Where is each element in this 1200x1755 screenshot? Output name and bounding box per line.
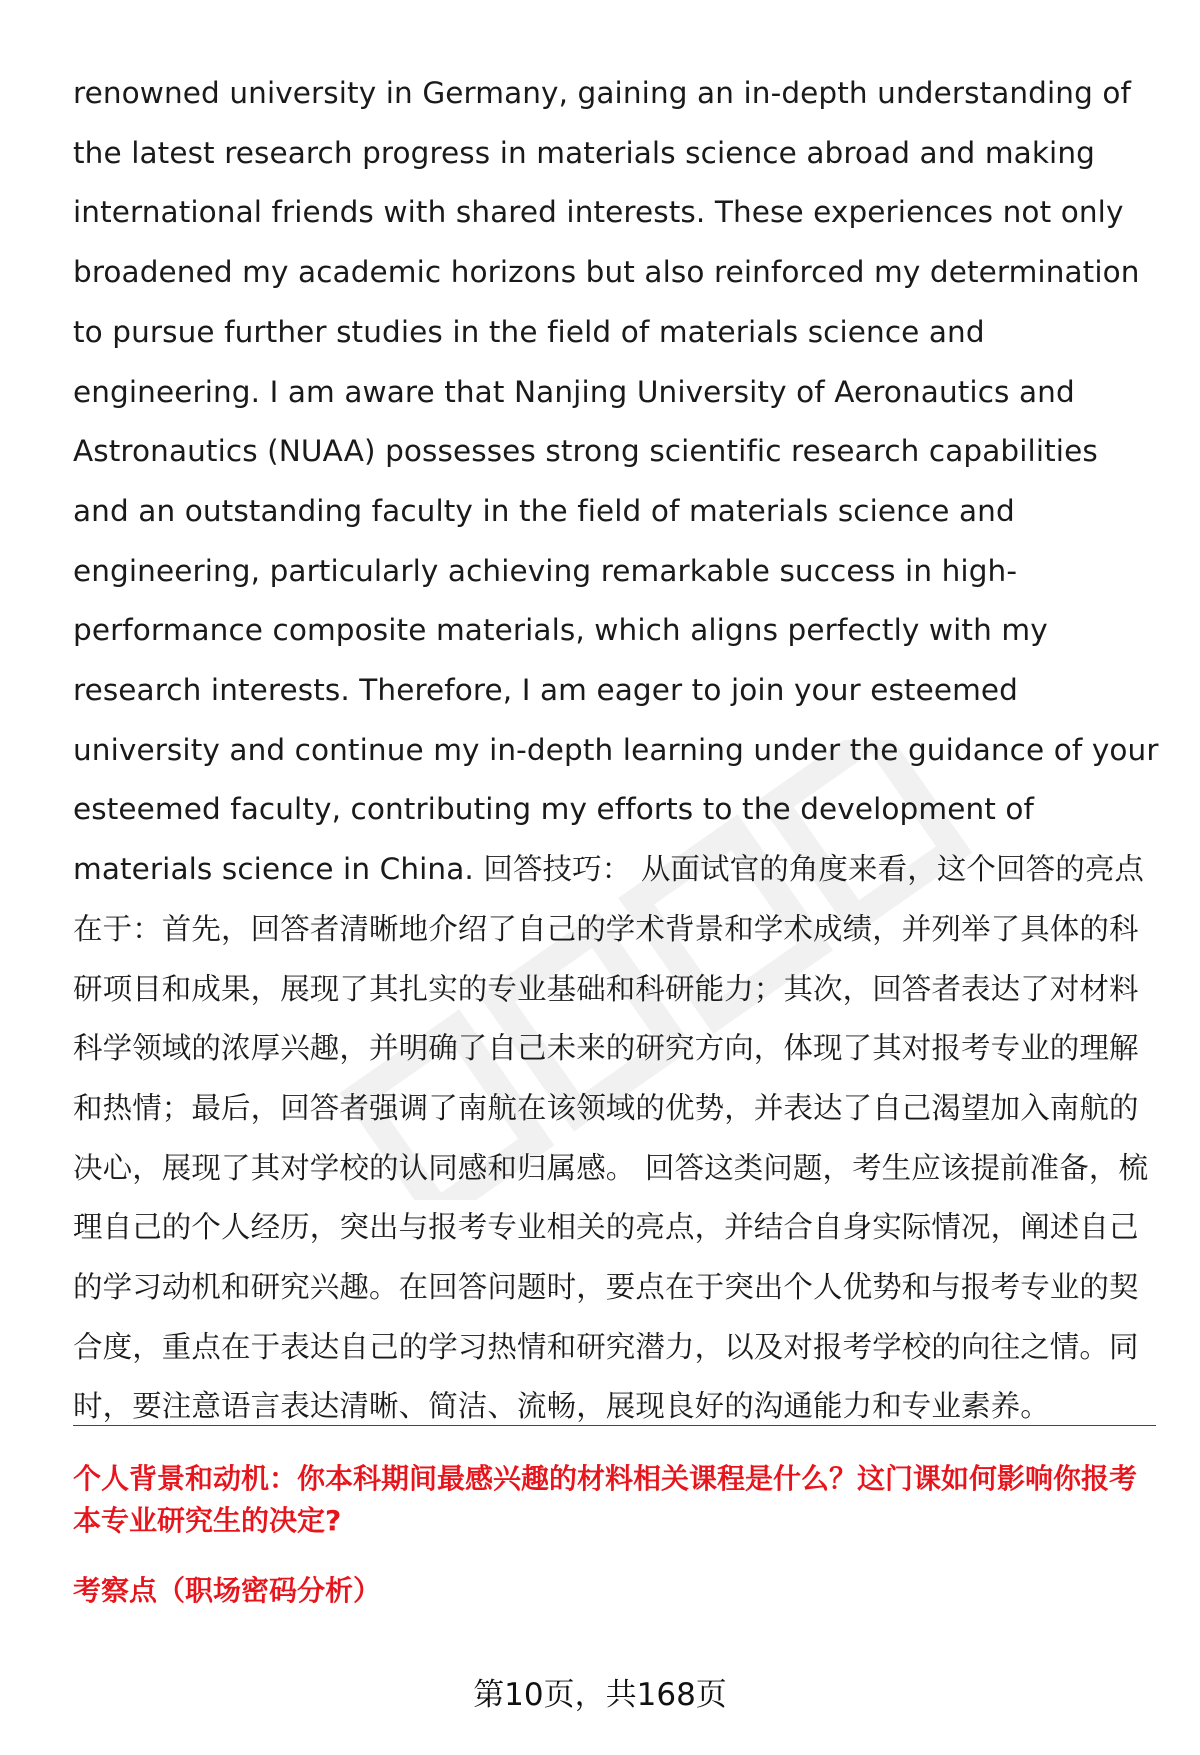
next-question-heading: 个人背景和动机：你本科期间最感兴趣的材料相关课程是什么？这门课如何影响你报考本专业研究生的决定?	[73, 1462, 1138, 1537]
page-number-footer: 第10页，共168页	[473, 1677, 727, 1713]
assessment-point-heading: 考察点（职场密码分析）	[73, 1574, 382, 1607]
section-divider	[73, 1425, 1156, 1426]
answer-body-text: renowned university in Germany, gaining an in-depth understanding of the latest research progress in materials science abroad and making international friends with shared interests. These experiences not only broadened my academic horizons but also reinforced my determination to pursue further studies in the field of materials science and engineering. I am aware that Nanjing University of Aeronautics and Astronautics (NUAA) possesses strong scientific research capabilities and an outstanding faculty in the field of materials science and engineering, particularly achieving remarkable success in high-performance composite materials, which aligns perfectly with my research interests. Therefore, I am eager to join your esteemed university and continue my in-depth learning under the guidance of your esteemed faculty, contributing my efforts to the development of materials science in China. 回答技巧： 从面试官的角度来看，这个回答的亮点在于：首先，回答者清晰地介绍了自己的学术背景和学术成绩，并列举了具体的科研项目和成果，展现了其扎实的专业基础和科研能力；其次，回答者表达了对材料科学领域的浓厚兴趣，并明确了自己未来的研究方向，体现了其对报考专业的理解和热情；最后，回答者强调了南航在该领域的优势，并表达了自己渴望加入南航的决心，展现了其对学校的认同感和归属感。 回答这类问题，考生应该提前准备，梳理自己的个人经历，突出与报考专业相关的亮点，并结合自身实际情况，阐述自己的学习动机和研究兴趣。在回答问题时，要点在于突出个人优势和与报考专业的契合度，重点在于表达自己的学习热情和研究潜力，以及对报考学校的向往之情。同时，要注意语言表达清晰、简洁、流畅，展现良好的沟通能力和专业素养。	[73, 76, 1159, 1424]
